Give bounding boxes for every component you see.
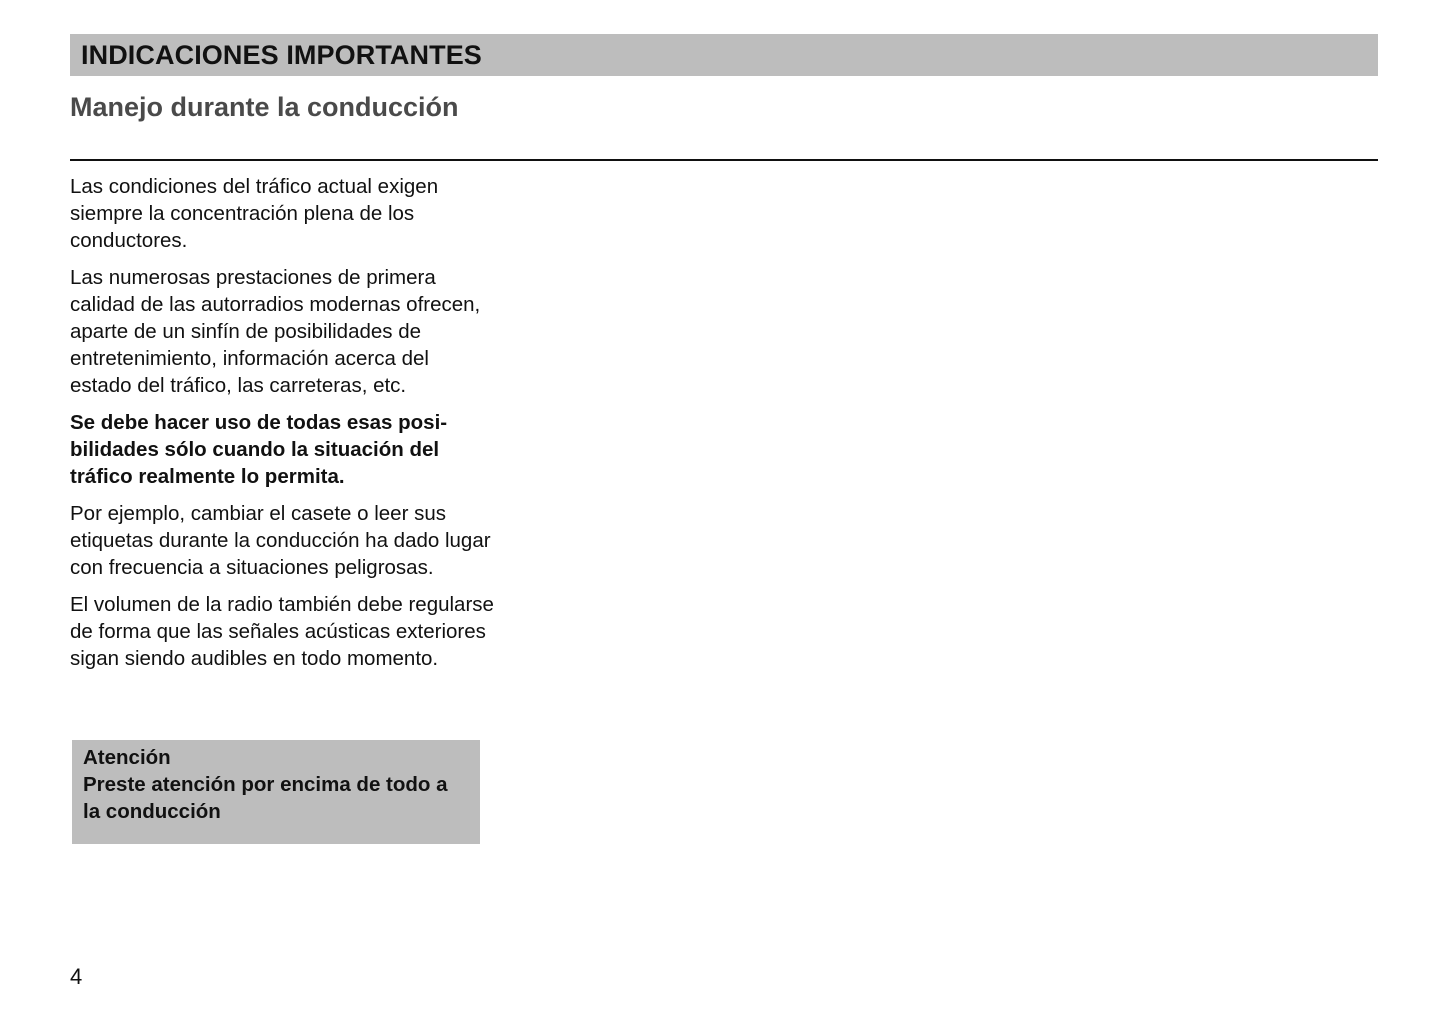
- section-title: INDICACIONES IMPORTANTES: [81, 39, 482, 70]
- attention-notice-box: [72, 740, 480, 844]
- notice-heading: Atención: [83, 746, 171, 769]
- paragraph-radio-features: Las numerosas prestaciones de primera calidad de las autorradios modernas ofrecen, aparte de un sinfín de posibilidades de entretenimiento, información acerca del estado del tráfico, las carreteras, etc.: [70, 266, 481, 397]
- paragraph-traffic-conditions: Las condiciones del tráfico actual exigen siempre la concentración plena de los conductores.: [70, 175, 439, 252]
- paragraph-cassette-example: Por ejemplo, cambiar el casete o leer sus etiquetas durante la conducción ha dado lugar con frecuencia a situaciones peligrosas.: [70, 502, 491, 579]
- horizontal-divider: [70, 159, 1378, 161]
- paragraph-volume-advice: El volumen de la radio también debe regularse de forma que las señales acústicas exteriores sigan siendo audibles en todo momento.: [70, 593, 494, 670]
- notice-text: Preste atención por encima de todo a la conducción: [83, 773, 448, 823]
- page-subtitle: Manejo durante la conducción: [70, 92, 459, 122]
- paragraph-use-warning: Se debe hacer uso de todas esas posibilidades sólo cuando la situación del tráfico realmente lo permita.: [70, 411, 448, 488]
- section-header-bar: [70, 34, 1378, 76]
- body-text-column: [70, 173, 495, 682]
- page-number: 4: [70, 964, 83, 989]
